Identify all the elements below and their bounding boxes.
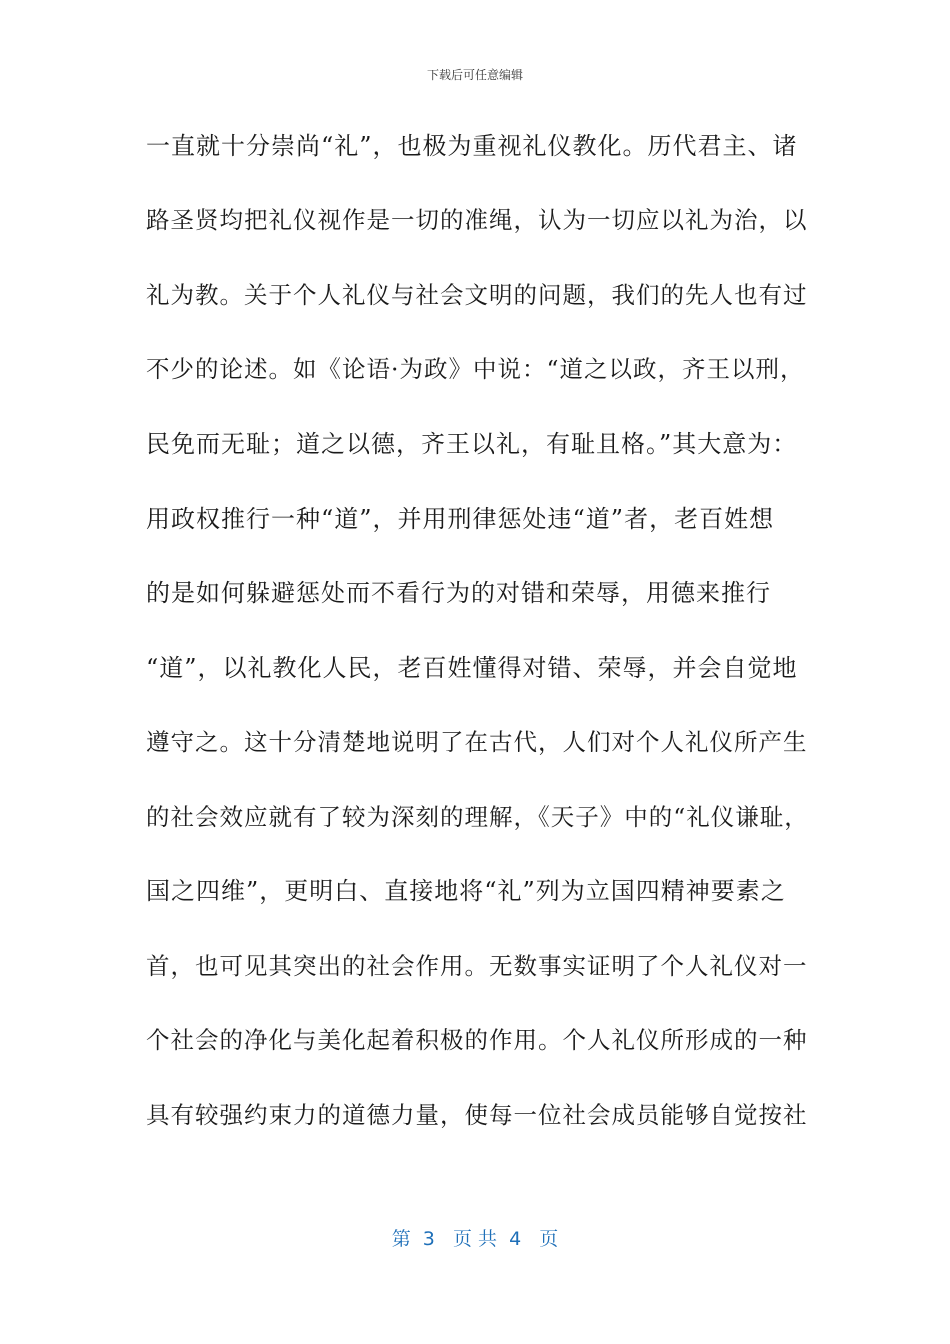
text-line: 的社会效应就有了较为深刻的理解，《天子》中的“礼仪谦耻， (146, 803, 809, 831)
text-line: 用政权推行一种“道”，并用刑律惩处违“道”者，老百姓想 (146, 505, 775, 533)
text-line: 民免而无耻；道之以德，齐王以礼，有耻且格。”其大意为： (146, 430, 798, 458)
page-header: 下载后可任意编辑 (426, 68, 523, 82)
text-line: 礼为教。关于个人礼仪与社会文明的问题，我们的先人也有过 (146, 281, 808, 309)
text-line: 的是如何躲避惩处而不看行为的对错和荣辱，用德来推行 (146, 579, 771, 607)
text-line: 国之四维”，更明白、直接地将“礼”列为立国四精神要素之 (146, 877, 786, 905)
text-line: 个社会的净化与美化起着积极的作用。个人礼仪所形成的一种 (146, 1026, 808, 1054)
text-line: “道”，以礼教化人民，老百姓懂得对错、荣辱，并会自觉地 (146, 654, 798, 682)
page-footer: 第 3 页 共 4 页 (391, 1228, 559, 1250)
text-line: 遵守之。这十分清楚地说明了在古代，人们对个人礼仪所产生 (146, 728, 808, 756)
text-line: 首，也可见其突出的社会作用。无数事实证明了个人礼仪对一 (146, 952, 808, 980)
text-line: 一直就十分崇尚“礼”，也极为重视礼仪教化。历代君主、诸 (146, 132, 798, 160)
text-line: 不少的论述。如《论语·为政》中说：“道之以政，齐王以刑， (146, 355, 805, 383)
text-line: 具有较强约束力的道德力量，使每一位社会成员能够自觉按社 (146, 1101, 808, 1129)
text-line: 路圣贤均把礼仪视作是一切的准绳，认为一切应以礼为治，以 (146, 206, 808, 234)
